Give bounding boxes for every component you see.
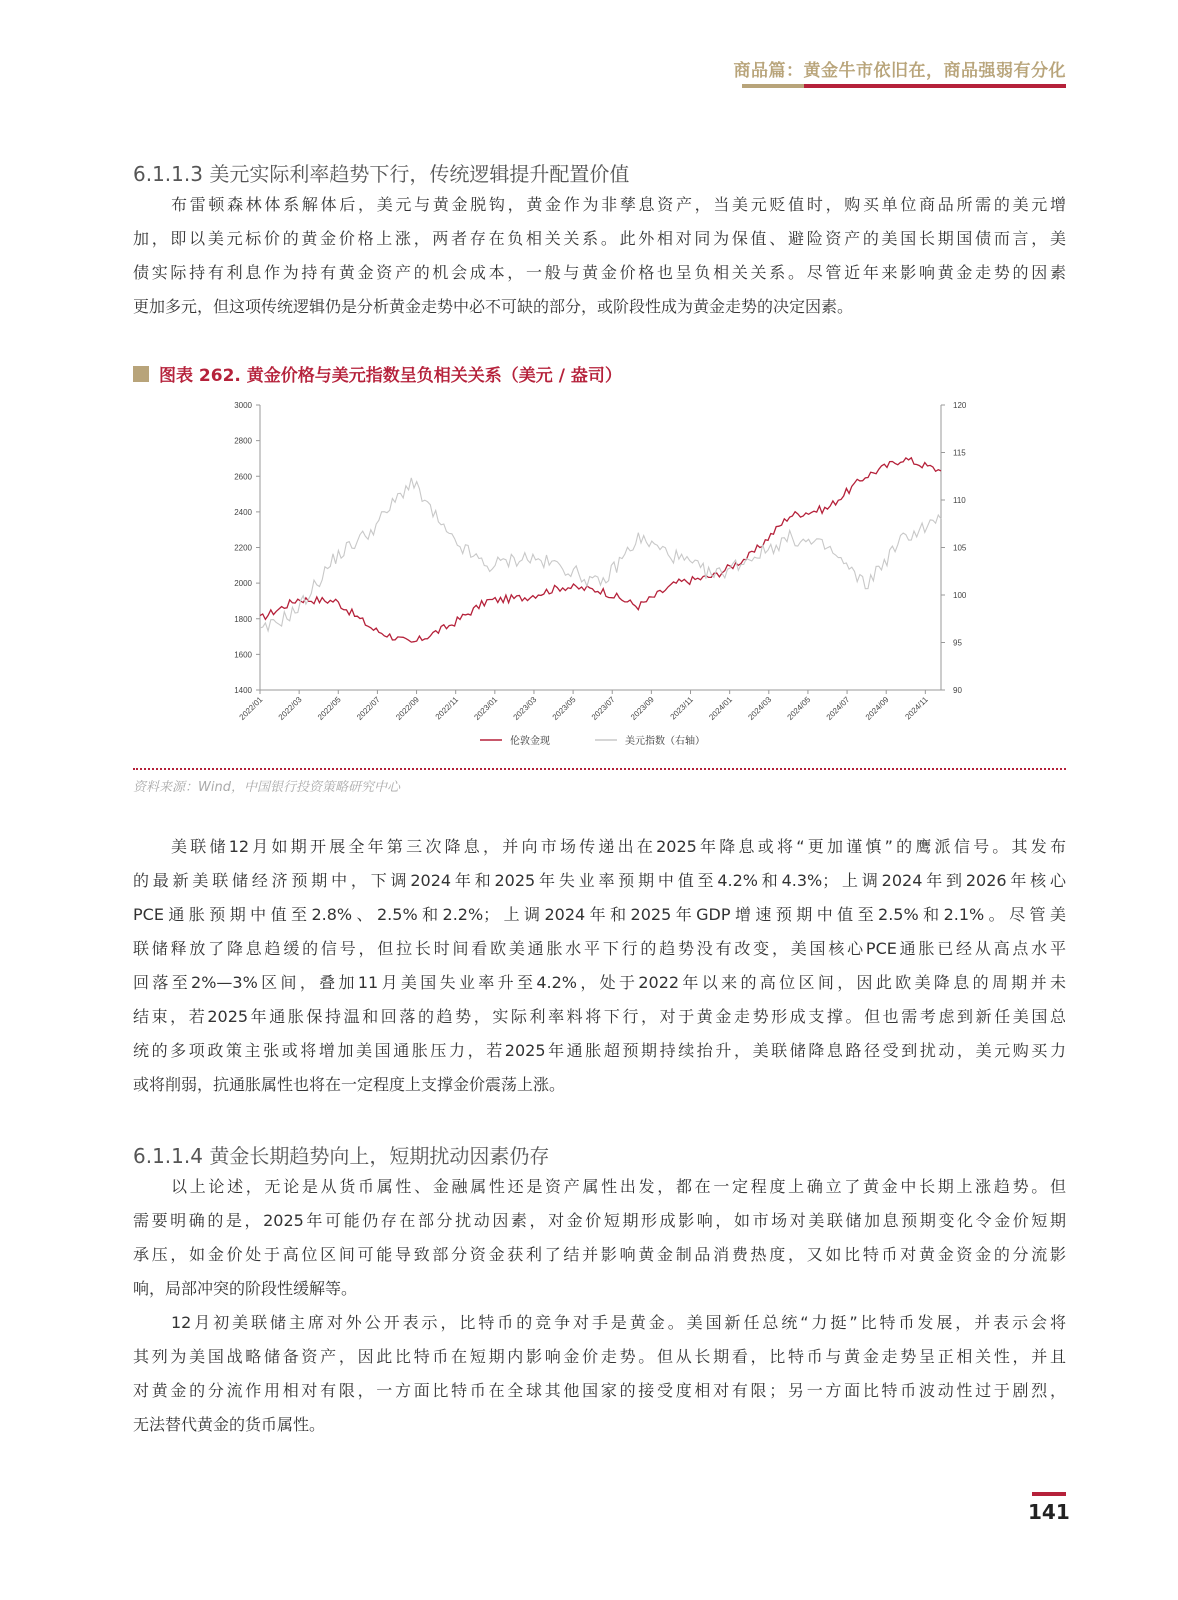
header-title: 商品篇：黄金牛市依旧在，商品强弱有分化 bbox=[733, 61, 1066, 81]
left-tick-label: 1600 bbox=[234, 650, 252, 660]
right-tick-label: 115 bbox=[953, 448, 966, 458]
x-tick-label: 2023/11 bbox=[668, 695, 695, 722]
left-tick-label: 2400 bbox=[234, 507, 252, 517]
left-tick-label: 1800 bbox=[234, 614, 252, 624]
x-tick-label: 2024/05 bbox=[785, 695, 813, 722]
right-tick-label: 95 bbox=[953, 638, 962, 648]
x-tick-label: 2022/07 bbox=[355, 695, 382, 722]
paragraph-line: 更加多元，但这项传统逻辑仍是分析黄金走势中必不可缺的部分，或阶段性成为黄金走势的决定因素。 bbox=[133, 297, 854, 316]
chart-caption bbox=[133, 361, 622, 386]
dotted-divider bbox=[133, 768, 1066, 770]
x-tick-label: 2024/01 bbox=[707, 695, 735, 722]
paragraph-line: 需要明确的是，2025年可能仍存在部分扰动因素，对金价短期形成影响，如市场对美联储加息预期变化令金价短期 bbox=[133, 1211, 1066, 1230]
legend-label-gold: 伦敦金现 bbox=[510, 736, 550, 747]
paragraph-line: 结束，若2025年通胀保持温和回落的趋势，实际利率料将下行，对于黄金走势形成支撑。但也需考虑到新任美国总 bbox=[133, 1007, 1066, 1026]
header-rule bbox=[742, 84, 1066, 88]
x-tick-label: 2023/01 bbox=[472, 695, 500, 722]
right-tick-label: 100 bbox=[953, 591, 967, 600]
gold-price-line bbox=[260, 458, 941, 642]
left-tick-label: 3000 bbox=[234, 401, 252, 410]
paragraph-line: 布雷顿森林体系解体后，美元与黄金脱钩，黄金作为非孳息资产，当美元贬值时，购买单位商品所需的美元增 bbox=[171, 195, 1066, 214]
section3-paragraph-1 bbox=[133, 1170, 1066, 1306]
left-tick-label: 2000 bbox=[234, 579, 252, 589]
left-tick-label: 2800 bbox=[234, 436, 252, 446]
dollar-index-line bbox=[260, 478, 941, 631]
paragraph-line: 无法替代黄金的货币属性。 bbox=[133, 1415, 326, 1434]
x-tick-label: 2024/11 bbox=[903, 695, 930, 722]
right-tick-label: 105 bbox=[953, 543, 967, 553]
paragraph-line: 响，局部冲突的阶段性缓解等。 bbox=[133, 1279, 358, 1298]
x-tick-label: 2022/01 bbox=[237, 695, 265, 722]
caption-square-icon bbox=[133, 366, 149, 382]
left-tick-label: 2600 bbox=[234, 472, 252, 482]
paragraph-line: 以上论述，无论是从货币属性、金融属性还是资产属性出发，都在一定程度上确立了黄金中长期上涨趋势。但 bbox=[171, 1177, 1066, 1196]
right-tick-label: 110 bbox=[953, 496, 966, 505]
gold-vs-dxy-chart bbox=[215, 392, 985, 757]
section-heading-6-1-1-4: 6.1.1.4 黄金长期趋势向上，短期扰动因素仍存 bbox=[133, 1144, 550, 1168]
x-tick-label: 2022/05 bbox=[315, 695, 343, 722]
x-tick-label: 2023/05 bbox=[550, 695, 578, 722]
paragraph-line: 债实际持有利息作为持有黄金资产的机会成本，一般与黄金价格也呈负相关关系。尽管近年来影响黄金走势的因素 bbox=[133, 263, 1066, 282]
paragraph-line: 联储释放了降息趋缓的信号，但拉长时间看欧美通胀水平下行的趋势没有改变，美国核心PCE通胀已经从高点水平 bbox=[133, 939, 1066, 958]
footer-rule bbox=[1032, 1492, 1066, 1496]
paragraph-line: PCE通胀预期中值至2.8%、2.5%和2.2%；上调2024年和2025年GDP增速预期中值至2.5%和2.1%。尽管美 bbox=[133, 905, 1066, 924]
chart-svg bbox=[215, 392, 985, 757]
paragraph-line: 12月初美联储主席对外公开表示，比特币的竞争对手是黄金。美国新任总统“力挺”比特币发展，并表示会将 bbox=[171, 1313, 1066, 1332]
paragraph-line: 加，即以美元标价的黄金价格上涨，两者存在负相关关系。此外相对同为保值、避险资产的美国长期国债而言，美 bbox=[133, 229, 1066, 248]
section1-paragraph bbox=[133, 188, 1066, 324]
chart-source: 资料来源：Wind，中国银行投资策略研究中心 bbox=[133, 780, 400, 795]
x-tick-label: 2024/09 bbox=[863, 695, 891, 722]
paragraph-line: 回落至2%—3%区间，叠加11月美国失业率升至4.2%，处于2022年以来的高位区间，因此欧美降息的周期并未 bbox=[133, 973, 1066, 992]
x-tick-label: 2023/03 bbox=[511, 695, 539, 722]
paragraph-line: 承压，如金价处于高位区间可能导致部分资金获利了结并影响黄金制品消费热度，又如比特币对黄金资金的分流影 bbox=[133, 1245, 1066, 1264]
paragraph-line: 的最新美联储经济预期中，下调2024年和2025年失业率预期中值至4.2%和4.3%；上调2024年到2026年核心 bbox=[133, 871, 1066, 890]
chart-caption-text: 图表 262. 黄金价格与美元指数呈负相关关系（美元 / 盎司） bbox=[159, 366, 622, 386]
paragraph-line: 对黄金的分流作用相对有限，一方面比特币在全球其他国家的接受度相对有限；另一方面比特币波动性过于剧烈， bbox=[133, 1381, 1066, 1400]
x-tick-label: 2024/07 bbox=[824, 695, 852, 722]
paragraph-line: 或将削弱，抗通胀属性也将在一定程度上支撑金价震荡上涨。 bbox=[133, 1075, 566, 1094]
x-tick-label: 2022/11 bbox=[433, 695, 461, 722]
header-rule-red bbox=[804, 84, 1066, 88]
left-tick-label: 1400 bbox=[234, 686, 252, 695]
page-number: 141 bbox=[1028, 1500, 1070, 1524]
x-tick-label: 2023/09 bbox=[628, 695, 656, 722]
x-tick-label: 2024/03 bbox=[746, 695, 774, 722]
section3-paragraph-2 bbox=[133, 1306, 1066, 1442]
section2-paragraph bbox=[133, 830, 1066, 1102]
right-tick-label: 90 bbox=[953, 686, 962, 695]
section-heading-6-1-1-3: 6.1.1.3 美元实际利率趋势下行，传统逻辑提升配置价值 bbox=[133, 162, 630, 186]
paragraph-line: 美联储12月如期开展全年第三次降息，并向市场传递出在2025年降息或将“更加谨慎”的鹰派信号。其发布 bbox=[171, 837, 1066, 856]
x-tick-label: 2022/03 bbox=[276, 695, 304, 722]
paragraph-line: 统的多项政策主张或将增加美国通胀压力，若2025年通胀超预期持续抬升，美联储降息路径受到扰动，美元购买力 bbox=[133, 1041, 1066, 1060]
paragraph-line: 其列为美国战略储备资产，因此比特币在短期内影响金价走势。但从长期看，比特币与黄金走势呈正相关性，并且 bbox=[133, 1347, 1066, 1366]
left-tick-label: 2200 bbox=[234, 543, 252, 553]
legend-label-dxy: 美元指数（右轴） bbox=[625, 736, 705, 747]
x-tick-label: 2023/07 bbox=[589, 695, 617, 722]
x-tick-label: 2022/09 bbox=[394, 695, 421, 722]
header-rule-gold bbox=[742, 84, 804, 88]
right-tick-label: 120 bbox=[953, 401, 967, 410]
